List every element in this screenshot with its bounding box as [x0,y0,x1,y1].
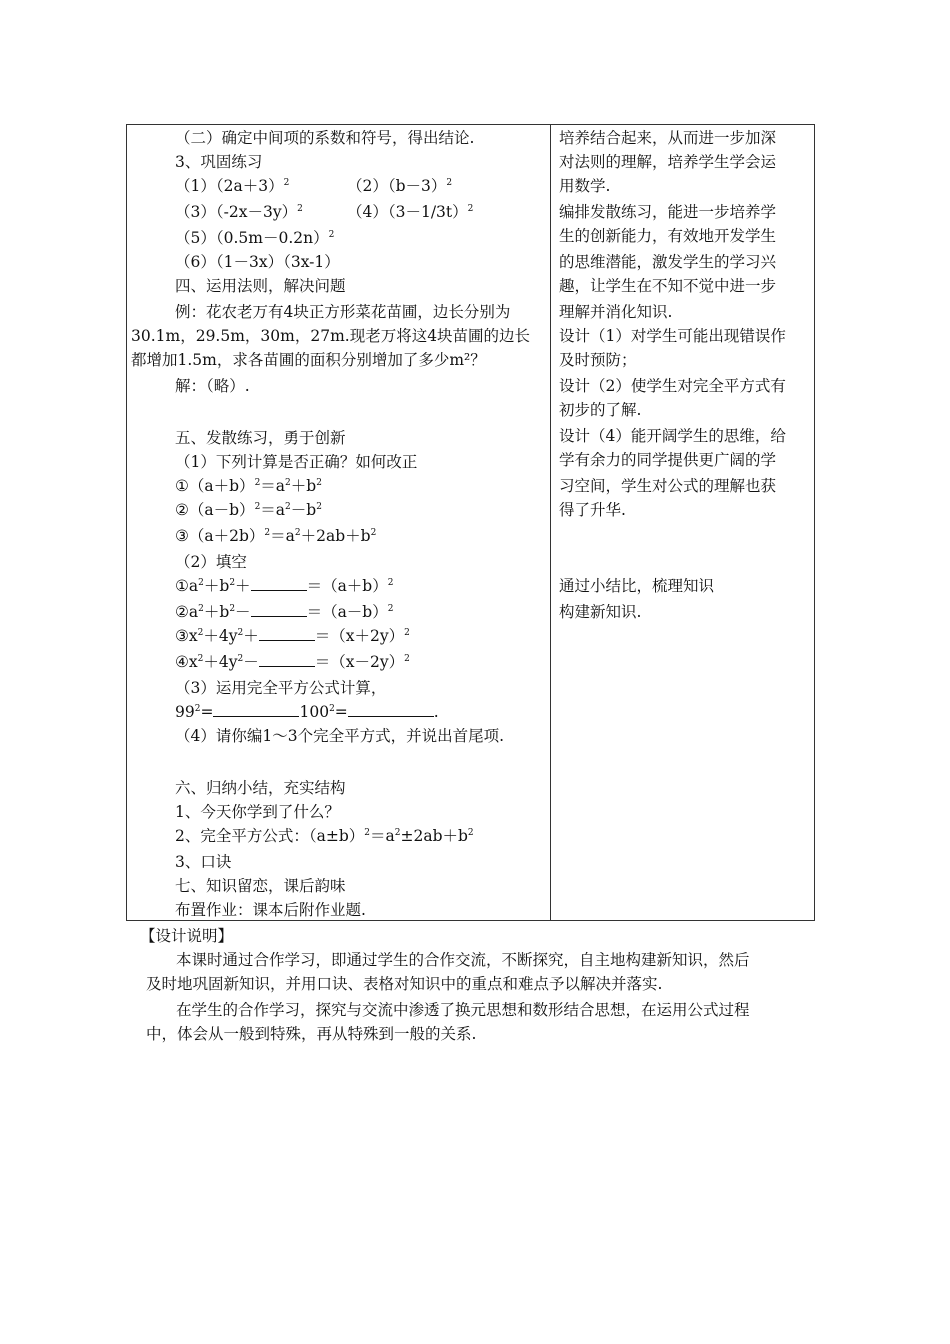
exercise-6: （6）（1－3x）（3x-1） [175,253,340,271]
intent-text: 设计（2）使学生对完全平方式有 [559,377,786,395]
section-heading: 四、运用法则，解决问题 [175,277,346,295]
summary-item: 2、完全平方公式：$(a\pm b)^2=a^2\pm 2ab+b^2$ [175,827,474,845]
exercise-1: $(1)(2a+3)^2$ [175,177,290,195]
question-text: （1）下列计算是否正确？如何改正 [175,453,418,471]
intent-text: 得了升华. [559,501,626,519]
intent-text: 习空间，学生对公式的理解也获 [559,477,777,495]
intent-text: 编排发散练习，能进一步培养学 [559,203,777,221]
design-notes-paragraph: 本课时通过合作学习，即通过学生的合作交流，不断探究，自主地构建新知识，然后 [176,951,750,969]
answer-blank [251,576,307,591]
exercise-4: $(4)(3-1/3t)^2$ [347,203,474,221]
intent-text: 通过小结比，梳理知识 [559,577,715,595]
question-text: （4）请你编1～3个完全平方式，并说出首尾项. [175,727,505,745]
check-item-1: $①(a+b)^2=a^2+b^2$ [175,477,322,495]
fill-item-3: $③x^2+4y^2+ =(x+2y)^2$ [175,627,410,645]
intent-text: 设计（4）能开阔学生的思维，给 [559,427,786,445]
answer-blank [259,626,315,641]
answer-blank [259,652,315,667]
check-item-3: $③(a+2b)^2=a^2+2ab+b^2$ [175,527,377,545]
question-text: （2）填空 [175,553,247,571]
solution-text: 解：（略）. [175,377,250,395]
example-text: 都增加1.5m，求各苗圃的面积分别增加了多少m²？ [131,351,486,369]
intent-text: 对法则的理解，培养学生学会运 [559,153,777,171]
example-text: 30.1m，29.5m，30m，27m.现老万将这4块苗圃的边长 [131,327,531,345]
section-heading: 六、归纳小结，充实结构 [175,779,346,797]
exercise-5: $(5)(0.5m-0.2n)^2$ [175,229,335,247]
intent-text: 趣，让学生在不知不觉中进一步 [559,277,777,295]
section-heading: 五、发散练习，勇于创新 [175,429,346,447]
fill-item-1: $①a^2+b^2+ =(a+b)^2$ [175,577,394,595]
section-heading: 七、知识留恋，课后韵味 [175,877,346,895]
summary-item: 3、口诀 [175,853,232,871]
summary-item: 1、今天你学到了什么？ [175,803,340,821]
intent-text: 用数学. [559,177,611,195]
design-notes-paragraph: 中，体会从一般到特殊，再从特殊到一般的关系. [146,1025,477,1043]
intent-text: 构建新知识. [559,603,642,621]
intent-text: 设计（1）对学生可能出现错误作 [559,327,786,345]
step-text: （二）确定中间项的系数和符号，得出结论. [175,129,475,147]
answer-blank [213,702,299,717]
check-item-2: $②(a-b)^2=a^2-b^2$ [175,501,322,519]
intent-text: 培养结合起来，从而进一步加深 [559,129,777,147]
column-divider [550,125,551,920]
fill-item-2: $②a^2+b^2- =(a-b)^2$ [175,603,394,621]
design-notes-paragraph: 在学生的合作学习，探究与交流中渗透了换元思想和数形结合思想，在运用公式过程 [176,1001,750,1019]
lesson-table [126,124,815,921]
intent-text: 初步的了解. [559,401,642,419]
homework-text: 布置作业：课本后附作业题. [175,901,366,919]
intent-text: 理解并消化知识. [559,303,673,321]
design-notes-heading: 【设计说明】 [140,927,234,945]
intent-text: 及时预防； [559,351,637,369]
section-heading: 3、巩固练习 [175,153,263,171]
intent-text: 的思维潜能，激发学生的学习兴 [559,253,777,271]
question-text: （3）运用完全平方公式计算， [175,679,387,697]
intent-text: 学有余力的同学提供更广阔的学 [559,451,777,469]
design-notes-paragraph: 及时地巩固新知识，并用口诀、表格对知识中的重点和难点予以解决并落实. [146,975,663,993]
calc-line: $99^2= 100^2=$ . [175,703,439,721]
exercise-2: $(2)(b-3)^2$ [347,177,453,195]
intent-text: 生的创新能力，有效地开发学生 [559,227,777,245]
fill-item-4: $④x^2+4y^2- =(x-2y)^2$ [175,653,410,671]
exercise-3: $(3)(-2x-3y)^2$ [175,203,303,221]
answer-blank [251,602,307,617]
example-text: 例：花农老万有4块正方形菜花苗圃，边长分别为 [175,303,511,321]
answer-blank [348,702,434,717]
